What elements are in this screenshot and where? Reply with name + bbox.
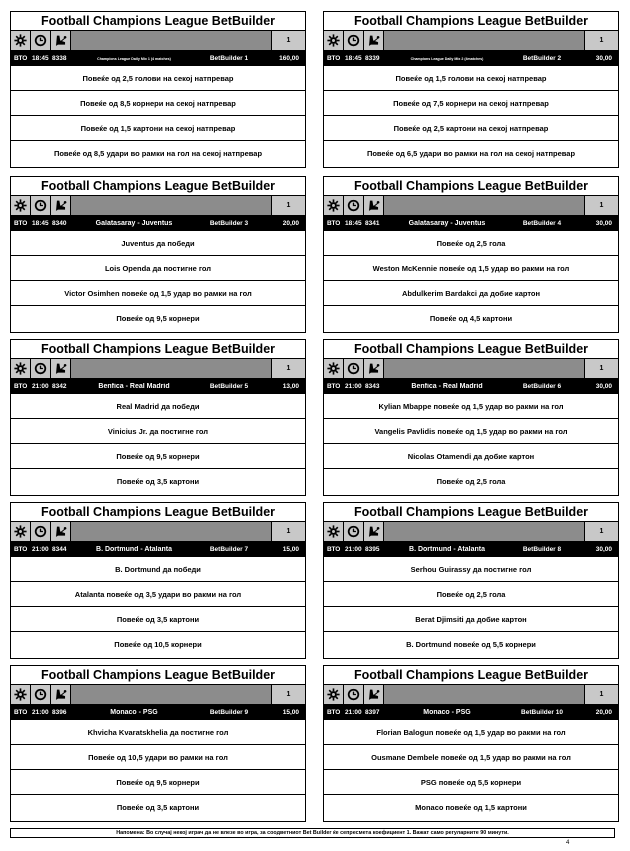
bet-selection: PSG повеќе од 5,5 корнери — [324, 770, 618, 795]
match-day: ВТО — [14, 546, 28, 553]
bet-selection: Lois Openda да постигне гол — [11, 256, 305, 281]
match-code: 8341 — [365, 220, 380, 227]
column-number: 1 — [271, 522, 305, 541]
match-code: 8340 — [52, 220, 67, 227]
boot-icon — [51, 31, 71, 50]
betbuilder-label: BetBuilder 1 — [209, 55, 249, 62]
selection-list — [11, 394, 305, 494]
match-day: ВТО — [14, 55, 28, 62]
boot-icon — [51, 522, 71, 541]
bet-selection: Berat Djimsiti да добие картон — [324, 607, 618, 632]
clock-icon — [31, 196, 51, 215]
match-day: ВТО — [327, 55, 341, 62]
betbuilder-card — [10, 502, 306, 659]
bet-selection: Повеќе од 8,5 удари во рамки на гол на секој натпревар — [53, 149, 263, 158]
clock-icon — [31, 31, 51, 50]
column-number: 1 — [584, 196, 618, 215]
icon-bar — [11, 685, 305, 705]
match-code: 8339 — [365, 55, 380, 62]
gear-icon — [324, 31, 344, 50]
selection-list — [11, 557, 305, 657]
card-title: Football Champions League BetBuilder — [11, 666, 305, 685]
match-name: Monaco - PSG — [110, 709, 158, 716]
match-time: 18:45 — [345, 220, 362, 227]
betbuilder-label: BetBuilder 7 — [209, 546, 249, 553]
bet-selection: Повеќе од 10,5 корнери — [114, 640, 202, 649]
bet-selection: Повеќе од 7,5 корнери на секој натпревар — [324, 91, 618, 116]
column-number: 1 — [584, 31, 618, 50]
column-number: 1 — [271, 31, 305, 50]
bet-selection: Повеќе од 2,5 гола — [324, 231, 618, 256]
bet-selection: Повеќе од 2,5 гола — [436, 477, 506, 486]
card-title: Football Champions League BetBuilder — [324, 340, 618, 359]
odds-value: 160,00 — [279, 55, 299, 62]
match-time: 21:00 — [345, 709, 362, 716]
gear-icon — [11, 359, 31, 378]
icon-bar — [324, 196, 618, 216]
match-name: B. Dortmund - Atalanta — [409, 546, 485, 553]
match-time: 21:00 — [345, 383, 362, 390]
match-code: 8342 — [52, 383, 67, 390]
boot-icon — [51, 359, 71, 378]
match-time: 18:45 — [32, 220, 49, 227]
bet-selection: Повеќе од 10,5 удари во рамки на гол — [11, 745, 305, 770]
match-info-bar — [11, 216, 305, 231]
boot-icon — [364, 522, 384, 541]
column-number: 1 — [271, 685, 305, 704]
betbuilder-card — [323, 11, 619, 168]
betbuilder-card — [10, 11, 306, 168]
bet-selection: Повеќе од 2,5 голови на секој натпревар — [11, 66, 305, 91]
odds-value: 30,00 — [595, 383, 612, 390]
bet-selection: Juventus да победи — [11, 231, 305, 256]
icon-bar — [11, 522, 305, 542]
match-time: 18:45 — [345, 55, 362, 62]
bet-selection: Повеќе од 2,5 гола — [324, 582, 618, 607]
bet-selection: Повеќе од 3,5 картони — [116, 477, 200, 486]
bet-selection: B. Dortmund повеќе од 5,5 корнери — [406, 640, 536, 649]
bet-selection: Khvicha Kvaratskhelia да постигне гол — [11, 720, 305, 745]
match-info-bar — [324, 51, 618, 66]
column-number: 1 — [271, 359, 305, 378]
match-name: Champions League Daily Mix 2 (4matches) — [410, 56, 484, 61]
match-info-bar — [11, 705, 305, 720]
bet-selection: Monaco повеќе од 1,5 картони — [415, 803, 527, 812]
icon-bar — [324, 31, 618, 51]
selection-list — [324, 557, 618, 657]
betbuilder-card — [323, 502, 619, 659]
match-name: Benfica - Real Madrid — [98, 383, 170, 390]
icon-bar — [11, 359, 305, 379]
bet-selection: Atalanta повеќе од 3,5 удари во ракми на гол — [11, 582, 305, 607]
match-info-bar — [11, 379, 305, 394]
bet-selection: Повеќе од 1,5 картони на секој натпревар — [11, 116, 305, 141]
odds-value: 15,00 — [282, 546, 299, 553]
match-time: 18:45 — [32, 55, 49, 62]
icon-bar — [11, 31, 305, 51]
card-title: Football Champions League BetBuilder — [11, 177, 305, 196]
bet-selection: Serhou Guirassy да постигне гол — [324, 557, 618, 582]
match-code: 8397 — [365, 709, 380, 716]
betbuilder-label: BetBuilder 9 — [209, 709, 249, 716]
match-time: 21:00 — [32, 546, 49, 553]
match-time: 21:00 — [345, 546, 362, 553]
clock-icon — [31, 685, 51, 704]
gear-icon — [324, 359, 344, 378]
match-info-bar — [324, 705, 618, 720]
bet-selection: Повеќе од 9,5 корнери — [11, 444, 305, 469]
boot-icon — [364, 685, 384, 704]
gear-icon — [324, 685, 344, 704]
match-info-bar — [11, 542, 305, 557]
odds-value: 30,00 — [595, 546, 612, 553]
selection-list — [11, 66, 305, 166]
bet-selection: Повеќе од 9,5 корнери — [11, 770, 305, 795]
betbuilder-card — [10, 339, 306, 496]
match-info-bar — [324, 216, 618, 231]
match-code: 8344 — [52, 546, 67, 553]
boot-icon — [51, 685, 71, 704]
bet-selection: Повеќе од 6,5 удари во рамки на гол на секој натпревар — [366, 149, 576, 158]
match-time: 21:00 — [32, 709, 49, 716]
match-code: 8343 — [365, 383, 380, 390]
match-name: Galatasaray - Juventus — [408, 220, 486, 227]
betbuilder-label: BetBuilder 2 — [522, 55, 562, 62]
bet-selection: Florian Balogun повеќе од 1,5 удар во ракми на гол — [324, 720, 618, 745]
odds-value: 20,00 — [282, 220, 299, 227]
bet-selection: Повеќе од 9,5 корнери — [116, 314, 200, 323]
bet-selection: Повеќе од 4,5 картони — [429, 314, 513, 323]
match-name: Galatasaray - Juventus — [95, 220, 173, 227]
selection-list — [11, 720, 305, 820]
bet-selection: Vangelis Pavlidis повеќе од 1,5 удар во ракми на гол — [324, 419, 618, 444]
boot-icon — [364, 31, 384, 50]
bet-selection: Повеќе од 1,5 голови на секој натпревар — [324, 66, 618, 91]
bet-selection: B. Dortmund да победи — [11, 557, 305, 582]
clock-icon — [344, 685, 364, 704]
clock-icon — [31, 359, 51, 378]
betbuilder-card — [10, 176, 306, 333]
gear-icon — [11, 685, 31, 704]
betbuilder-label: BetBuilder 3 — [209, 220, 249, 227]
gear-icon — [11, 31, 31, 50]
match-info-bar — [324, 542, 618, 557]
column-number: 1 — [271, 196, 305, 215]
card-title: Football Champions League BetBuilder — [324, 177, 618, 196]
boot-icon — [51, 196, 71, 215]
bet-selection: Ousmane Dembele повеќе од 1,5 удар во ракми на гол — [324, 745, 618, 770]
bet-selection: Vinicius Jr. да постигне гол — [11, 419, 305, 444]
column-number: 1 — [584, 522, 618, 541]
icon-bar — [11, 196, 305, 216]
match-name: Benfica - Real Madrid — [411, 383, 483, 390]
bet-selection: Real Madrid да победи — [11, 394, 305, 419]
bet-selection: Повеќе од 8,5 корнери на секој натпревар — [11, 91, 305, 116]
betbuilder-label: BetBuilder 8 — [522, 546, 562, 553]
match-info-bar — [324, 379, 618, 394]
gear-icon — [324, 522, 344, 541]
match-name: Champions League Daily Mix 1 (4 matches) — [97, 56, 171, 61]
bet-selection: Kylian Mbappe повеќе од 1,5 удар во ракми на гол — [324, 394, 618, 419]
gear-icon — [11, 522, 31, 541]
bet-selection: Повеќе од 2,5 картони на секој натпревар — [324, 116, 618, 141]
bet-selection: Abdulkerim Bardakci да добие картон — [324, 281, 618, 306]
odds-value: 30,00 — [595, 55, 612, 62]
match-info-bar — [11, 51, 305, 66]
match-day: ВТО — [327, 709, 341, 716]
clock-icon — [344, 196, 364, 215]
odds-value: 13,00 — [282, 383, 299, 390]
match-day: ВТО — [327, 546, 341, 553]
clock-icon — [344, 522, 364, 541]
bet-selection: Повеќе од 3,5 картони — [11, 607, 305, 632]
selection-list — [324, 66, 618, 166]
odds-value: 15,00 — [282, 709, 299, 716]
match-day: ВТО — [327, 383, 341, 390]
match-name: B. Dortmund - Atalanta — [96, 546, 172, 553]
page-number: 4 — [566, 840, 570, 846]
betbuilder-card — [10, 665, 306, 822]
boot-icon — [364, 359, 384, 378]
card-title: Football Champions League BetBuilder — [11, 503, 305, 522]
match-day: ВТО — [327, 220, 341, 227]
column-number: 1 — [584, 685, 618, 704]
match-day: ВТО — [14, 709, 28, 716]
selection-list — [324, 394, 618, 494]
column-number: 1 — [584, 359, 618, 378]
clock-icon — [344, 31, 364, 50]
betbuilder-label: BetBuilder 5 — [209, 383, 249, 390]
match-name: Monaco - PSG — [423, 709, 471, 716]
bet-selection: Victor Osimhen повеќе од 1,5 удар во рамки на гол — [11, 281, 305, 306]
bet-selection: Повеќе од 3,5 картони — [116, 803, 200, 812]
gear-icon — [11, 196, 31, 215]
clock-icon — [31, 522, 51, 541]
match-day: ВТО — [14, 383, 28, 390]
betbuilder-label: BetBuilder 4 — [522, 220, 562, 227]
bet-selection: Nicolas Otamendi да добие картон — [324, 444, 618, 469]
betbuilder-card — [323, 339, 619, 496]
card-title: Football Champions League BetBuilder — [11, 340, 305, 359]
match-time: 21:00 — [32, 383, 49, 390]
match-code: 8396 — [52, 709, 67, 716]
icon-bar — [324, 685, 618, 705]
card-title: Football Champions League BetBuilder — [324, 503, 618, 522]
selection-list — [324, 720, 618, 820]
clock-icon — [344, 359, 364, 378]
match-code: 8395 — [365, 546, 380, 553]
card-title: Football Champions League BetBuilder — [324, 666, 618, 685]
odds-value: 20,00 — [595, 709, 612, 716]
betbuilder-label: BetBuilder 10 — [521, 709, 563, 716]
bet-selection: Weston McKennie повеќе од 1,5 удар во ракми на гол — [324, 256, 618, 281]
card-title: Football Champions League BetBuilder — [11, 12, 305, 31]
card-title: Football Champions League BetBuilder — [324, 12, 618, 31]
betbuilder-label: BetBuilder 6 — [522, 383, 562, 390]
gear-icon — [324, 196, 344, 215]
betbuilder-card — [323, 665, 619, 822]
match-code: 8338 — [52, 55, 67, 62]
betbuilder-card — [323, 176, 619, 333]
odds-value: 30,00 — [595, 220, 612, 227]
selection-list — [324, 231, 618, 331]
icon-bar — [324, 522, 618, 542]
footnote: Напомена: Во случај некој играч да не влезе во игра, за соодветниот Bet Builder ќе сепресмета коефициент 1. Важат само регуларните 90 минути. — [10, 828, 615, 838]
match-day: ВТО — [14, 220, 28, 227]
boot-icon — [364, 196, 384, 215]
selection-list — [11, 231, 305, 331]
icon-bar — [324, 359, 618, 379]
